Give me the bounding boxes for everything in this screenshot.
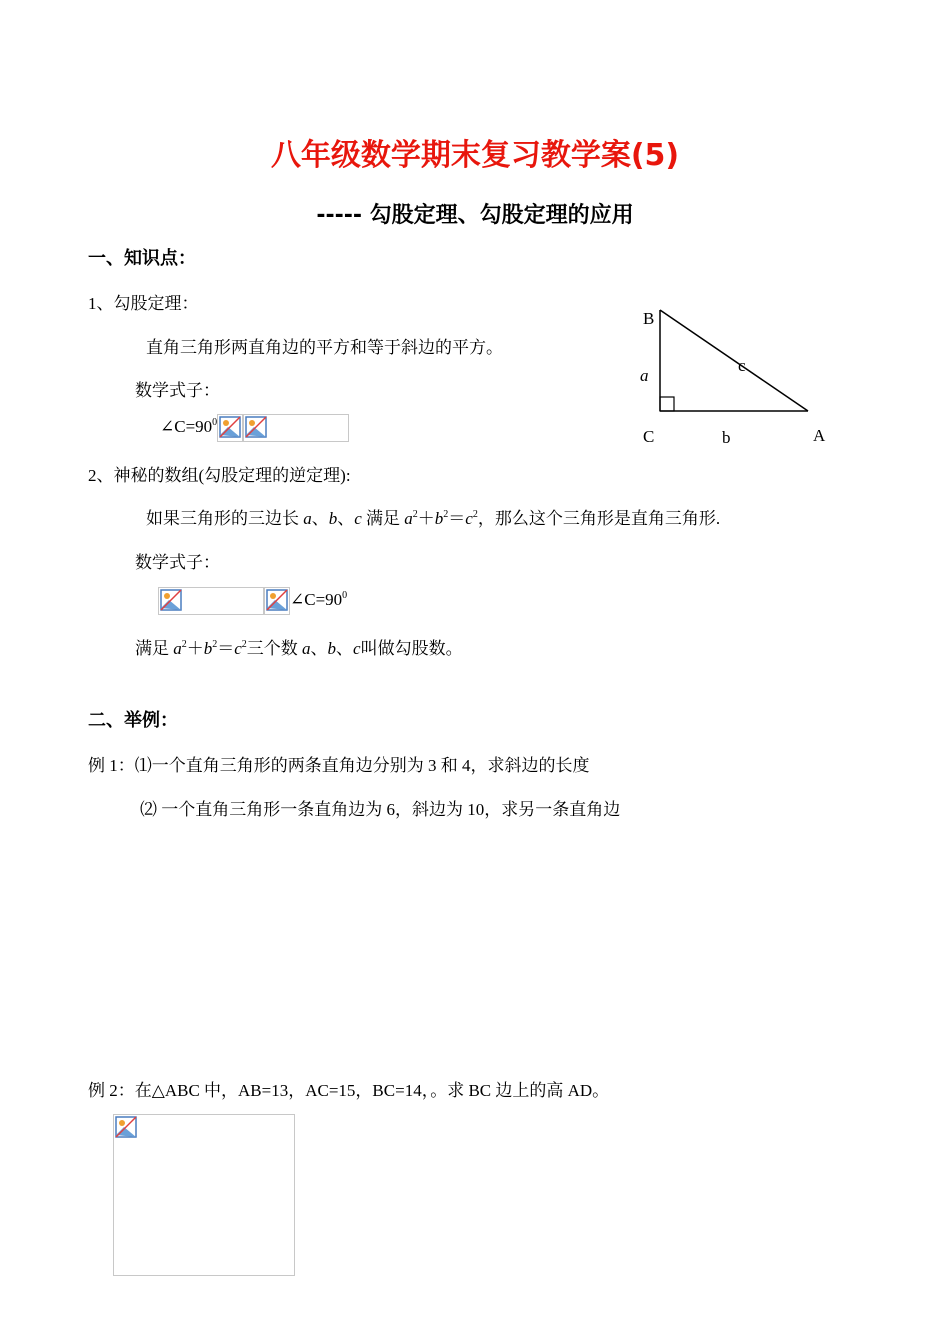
- exp: 2: [443, 509, 449, 520]
- op-eq: ＝: [217, 639, 235, 658]
- item1-title: 1、勾股定理：: [88, 294, 199, 313]
- image-placeholder-icon: [115, 1116, 137, 1138]
- label-c: c: [738, 356, 746, 375]
- page-subtitle: ----- 勾股定理、勾股定理的应用: [316, 203, 634, 228]
- side-c: [660, 310, 808, 411]
- degree-mark: 0: [342, 589, 348, 601]
- item2-text: [146, 504, 720, 529]
- sep: 、: [310, 639, 328, 658]
- image-placeholder-icon: [160, 589, 182, 611]
- text-part: 满足: [361, 509, 405, 528]
- exp: 2: [412, 509, 418, 520]
- var-b: b: [434, 509, 444, 528]
- example-2-line: 例 2：在△ABC 中，AB=13，AC=15，BC=14，。求 BC 边上的高 AD。: [88, 1081, 610, 1100]
- right-angle-mark: [660, 397, 674, 411]
- broken-image-box: [158, 587, 264, 615]
- broken-image-box: [243, 414, 349, 442]
- example-2-figure-placeholder: [113, 1114, 295, 1276]
- label-B: B: [643, 309, 655, 328]
- var-a: a: [302, 639, 311, 658]
- sep: 、: [337, 509, 355, 528]
- formula-2-suffix: ∠C=90: [290, 589, 343, 609]
- degree-mark: 0: [212, 416, 218, 428]
- sep: 、: [311, 509, 329, 528]
- var-a: a: [173, 639, 182, 658]
- label-a: a: [640, 366, 649, 385]
- sep: 、: [336, 639, 354, 658]
- formula-2: [158, 587, 347, 615]
- section-knowledge-heading: 一、知识点：: [88, 248, 196, 269]
- example-1-line-1: 例 1：⑴一个直角三角形的两条直角边分别为 3 和 4，求斜边的长度: [88, 756, 590, 775]
- exp: 2: [181, 639, 187, 650]
- var-c: c: [353, 639, 361, 658]
- var-b: b: [203, 639, 213, 658]
- formula-1: [160, 414, 349, 442]
- var-a: a: [404, 509, 413, 528]
- example-1-line-2: ⑵ 一个直角三角形一条直角边为 6，斜边为 10，求另一条直角边: [140, 800, 621, 819]
- image-placeholder-icon: [266, 589, 288, 611]
- image-placeholder-icon: [219, 416, 241, 438]
- label-b: b: [722, 428, 731, 447]
- item1-text: 直角三角形两直角边的平方和等于斜边的平方。: [146, 338, 503, 357]
- image-placeholder-icon: [245, 416, 267, 438]
- var-c: c: [465, 509, 473, 528]
- var-c: c: [234, 639, 242, 658]
- label-A: A: [813, 426, 826, 445]
- var-b: b: [327, 639, 337, 658]
- broken-image-icon: [217, 414, 243, 442]
- text-part: 满足: [135, 639, 174, 658]
- op-plus: ＋: [186, 639, 204, 658]
- var-b: b: [328, 509, 338, 528]
- text-part: ，那么这个三角形是直角三角形.: [477, 509, 721, 528]
- text-part: 三个数: [246, 639, 303, 658]
- section-examples-heading: 二、举例：: [88, 710, 178, 731]
- var-c: c: [354, 509, 362, 528]
- formula-label-1: 数学式子：: [135, 381, 220, 400]
- op-eq: ＝: [448, 509, 466, 528]
- pythagorean-triple-text: [135, 634, 463, 659]
- exp: 2: [241, 639, 247, 650]
- broken-image-icon: [264, 587, 290, 615]
- text-part: 如果三角形的三边长: [146, 509, 304, 528]
- formula-1-prefix: ∠C=90: [160, 416, 213, 436]
- exp: 2: [212, 639, 218, 650]
- page-title: 八年级数学期末复习教学案(5): [270, 138, 680, 173]
- item2-title: 2、神秘的数组(勾股定理的逆定理):: [88, 466, 351, 485]
- formula-label-2: 数学式子：: [135, 553, 220, 572]
- label-C: C: [643, 427, 655, 446]
- right-triangle-diagram: [630, 300, 840, 450]
- var-a: a: [303, 509, 312, 528]
- text-part: 叫做勾股数。: [360, 639, 463, 658]
- exp: 2: [472, 509, 478, 520]
- op-plus: ＋: [417, 509, 435, 528]
